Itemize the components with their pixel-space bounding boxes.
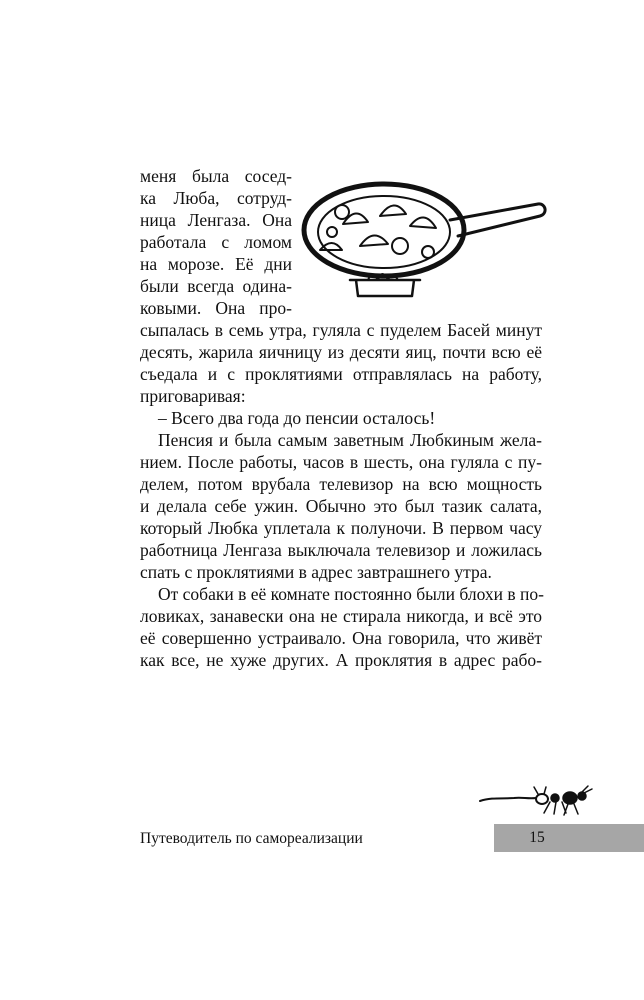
body-line-9: десять, жарила яичницу из десяти яиц, почти всю её bbox=[140, 342, 542, 362]
page-number-bar bbox=[494, 824, 644, 852]
body-line-1: меня была сосед- bbox=[140, 166, 292, 186]
body-line-21: ловиках, занавески она не стирала никогда, и всё это bbox=[140, 606, 542, 626]
body-line-20: От собаки в её комнате постоянно были блохи в по- bbox=[158, 584, 544, 604]
body-line-12: – Всего два года до пенсии осталось! bbox=[158, 408, 436, 428]
body-line-17: который Любка уплетала к полуночи. В первом часу bbox=[140, 518, 542, 538]
body-line-16: и делала себе ужин. Обычно это был тазик салата, bbox=[140, 496, 542, 516]
body-line-4: работала с ломом bbox=[140, 232, 292, 252]
body-line-7: ковыми. Она про- bbox=[140, 298, 292, 318]
body-line-13: Пенсия и была самым заветным Любкиным жела- bbox=[158, 430, 542, 450]
page-number: 15 bbox=[529, 829, 545, 846]
body-line-6: были всегда одина- bbox=[140, 276, 292, 296]
body-line-23: как все, не хуже других. А проклятия в адрес рабо- bbox=[140, 650, 542, 670]
body-line-2: ка Люба, сотруд- bbox=[140, 188, 292, 208]
running-footer-title: Путеводитель по самореализации bbox=[140, 830, 363, 847]
body-line-18: работница Ленгаза выключала телевизор и ложилась bbox=[140, 540, 542, 560]
body-line-5: на морозе. Её дни bbox=[140, 254, 292, 274]
frying-pan-with-eggs-icon bbox=[298, 162, 550, 310]
body-line-8: сыпалась в семь утра, гуляла с пуделем Басей минут bbox=[140, 320, 542, 340]
body-line-3: ница Ленгаза. Она bbox=[140, 210, 292, 230]
body-line-22: её совершенно устраивало. Она говорила, что живёт bbox=[140, 628, 542, 648]
body-line-10: съедала и с проклятиями отправлялась на работу, bbox=[140, 364, 542, 384]
body-line-14: нием. После работы, часов в шесть, она гуляла с пу- bbox=[140, 452, 542, 472]
ant-ornament-icon bbox=[478, 783, 594, 817]
body-line-15: делем, потом врубала телевизор на всю мощность bbox=[140, 474, 542, 494]
body-line-11: приговаривая: bbox=[140, 386, 246, 406]
body-line-19: спать с проклятиями в адрес завтрашнего утра. bbox=[140, 562, 492, 582]
